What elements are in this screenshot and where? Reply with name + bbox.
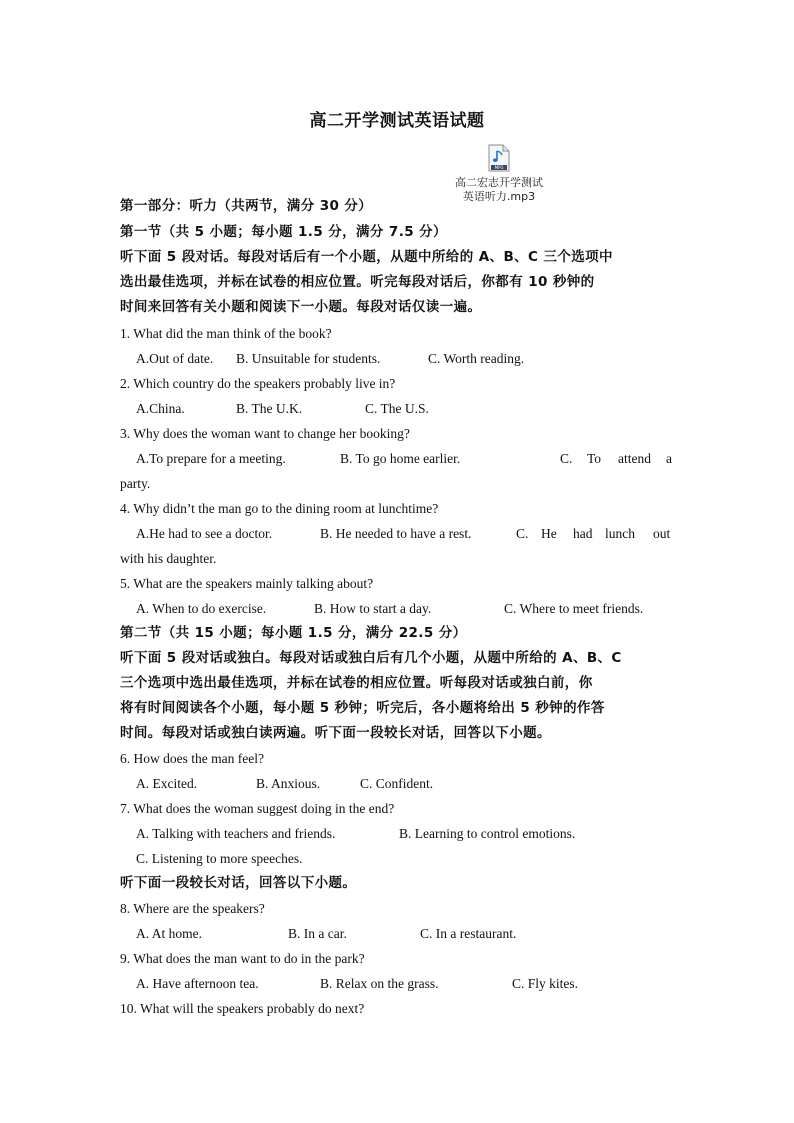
section2-instruction-line3: 将有时间阅读各个小题，每小题 5 秒钟；听完后，各小题将给出 5 秒钟的作答 <box>120 700 605 716</box>
question-3-option-c-word1: To <box>587 451 602 466</box>
question-4-option-c-word3: lunch <box>605 526 635 541</box>
section1-instruction-line1: 听下面 5 段对话。每段对话后有一个小题，从题中所给的 A、B、C 三个选项中 <box>120 249 613 265</box>
question-7-stem: 7. What does the woman suggest doing in the end? <box>120 801 395 816</box>
question-1-stem: 1. What did the man think of the book? <box>120 326 332 341</box>
question-4-option-b: B. He needed to have a rest. <box>320 526 472 541</box>
part1-heading: 第一部分：听力（共两节，满分 30 分） <box>120 198 373 214</box>
question-8-option-c: C. In a restaurant. <box>420 926 517 941</box>
question-6-stem: 6. How does the man feel? <box>120 751 264 766</box>
question-4-option-a: A.He had to see a doctor. <box>136 526 273 541</box>
question-8-stem: 8. Where are the speakers? <box>120 901 265 916</box>
question-3-option-c-continued: party. <box>120 476 151 491</box>
question-8-option-b: B. In a car. <box>288 926 347 941</box>
question-4-option-c-word2: had <box>573 526 593 541</box>
question-1-option-c: C. Worth reading. <box>428 351 525 366</box>
question-3-option-a: A.To prepare for a meeting. <box>136 451 286 466</box>
question-3-option-c-letter: C. <box>560 451 573 466</box>
question-1-option-b: B. Unsuitable for students. <box>236 351 381 366</box>
section2-instruction-line1: 听下面 5 段对话或独白。每段对话或独白后有几个小题，从题中所给的 A、B、C <box>120 650 622 666</box>
question-3-stem: 3. Why does the woman want to change her booking? <box>120 426 410 441</box>
svg-text:MP3: MP3 <box>494 165 504 171</box>
question-7-option-b: B. Learning to control emotions. <box>399 826 576 841</box>
question-9-option-a: A. Have afternoon tea. <box>136 976 259 991</box>
question-9-option-c: C. Fly kites. <box>512 976 579 991</box>
question-4-stem: 4. Why didn’t the man go to the dining room at lunchtime? <box>120 501 439 516</box>
question-1-option-a: A.Out of date. <box>136 351 214 366</box>
section2-instruction-line4: 时间。每段对话或独白读两遍。听下面一段较长对话，回答以下小题。 <box>120 725 551 741</box>
question-7-option-c: C. Listening to more speeches. <box>136 851 303 866</box>
question-9-stem: 9. What does the man want to do in the park? <box>120 951 365 966</box>
attachment-name-line2: 英语听力.mp3 <box>462 190 536 203</box>
question-9-option-b: B. Relax on the grass. <box>320 976 439 991</box>
question-6-option-a: A. Excited. <box>136 776 198 791</box>
mp3-file-icon <box>488 144 510 172</box>
document-title: 高二开学测试英语试题 <box>309 111 485 131</box>
question-5-option-b: B. How to start a day. <box>314 601 432 616</box>
question-6-option-b: B. Anxious. <box>256 776 321 791</box>
section1-instruction-line2: 选出最佳选项，并标在试卷的相应位置。听完每段对话后，你都有 10 秒钟的 <box>120 274 595 290</box>
section1-heading: 第一节（共 5 小题；每小题 1.5 分，满分 7.5 分） <box>120 224 447 240</box>
question-4-option-c-word4: out <box>653 526 671 541</box>
dialogue-instruction: 听下面一段较长对话，回答以下小题。 <box>120 875 357 891</box>
question-7-option-a: A. Talking with teachers and friends. <box>136 826 336 841</box>
question-10-stem: 10. What will the speakers probably do next? <box>120 1001 365 1016</box>
question-5-option-a: A. When to do exercise. <box>136 601 267 616</box>
question-4-option-c-letter: C. <box>516 526 529 541</box>
mp3-attachment[interactable] <box>446 144 552 204</box>
section2-instruction-line2: 三个选项中选出最佳选项，并标在试卷的相应位置。听每段对话或独白前，你 <box>120 675 593 691</box>
question-5-option-c: C. Where to meet friends. <box>504 601 644 616</box>
section1-instruction-line3: 时间来回答有关小题和阅读下一小题。每段对话仅读一遍。 <box>120 299 482 315</box>
question-2-stem: 2. Which country do the speakers probably live in? <box>120 376 396 391</box>
question-3-option-c-word2: attend <box>618 451 651 466</box>
attachment-name-line1: 高二宏志开学测试 <box>455 176 543 189</box>
question-8-option-a: A. At home. <box>136 926 202 941</box>
question-3-option-b: B. To go home earlier. <box>340 451 461 466</box>
question-6-option-c: C. Confident. <box>360 776 434 791</box>
question-3-option-c-word3: a <box>666 451 672 466</box>
question-2-option-b: B. The U.K. <box>236 401 303 416</box>
question-5-stem: 5. What are the speakers mainly talking about? <box>120 576 374 591</box>
question-2-option-a: A.China. <box>136 401 185 416</box>
section2-heading: 第二节（共 15 小题；每小题 1.5 分，满分 22.5 分） <box>120 625 467 641</box>
question-4-option-c-word1: He <box>541 526 557 541</box>
question-4-option-c-continued: with his daughter. <box>120 551 217 566</box>
question-2-option-c: C. The U.S. <box>365 401 429 416</box>
